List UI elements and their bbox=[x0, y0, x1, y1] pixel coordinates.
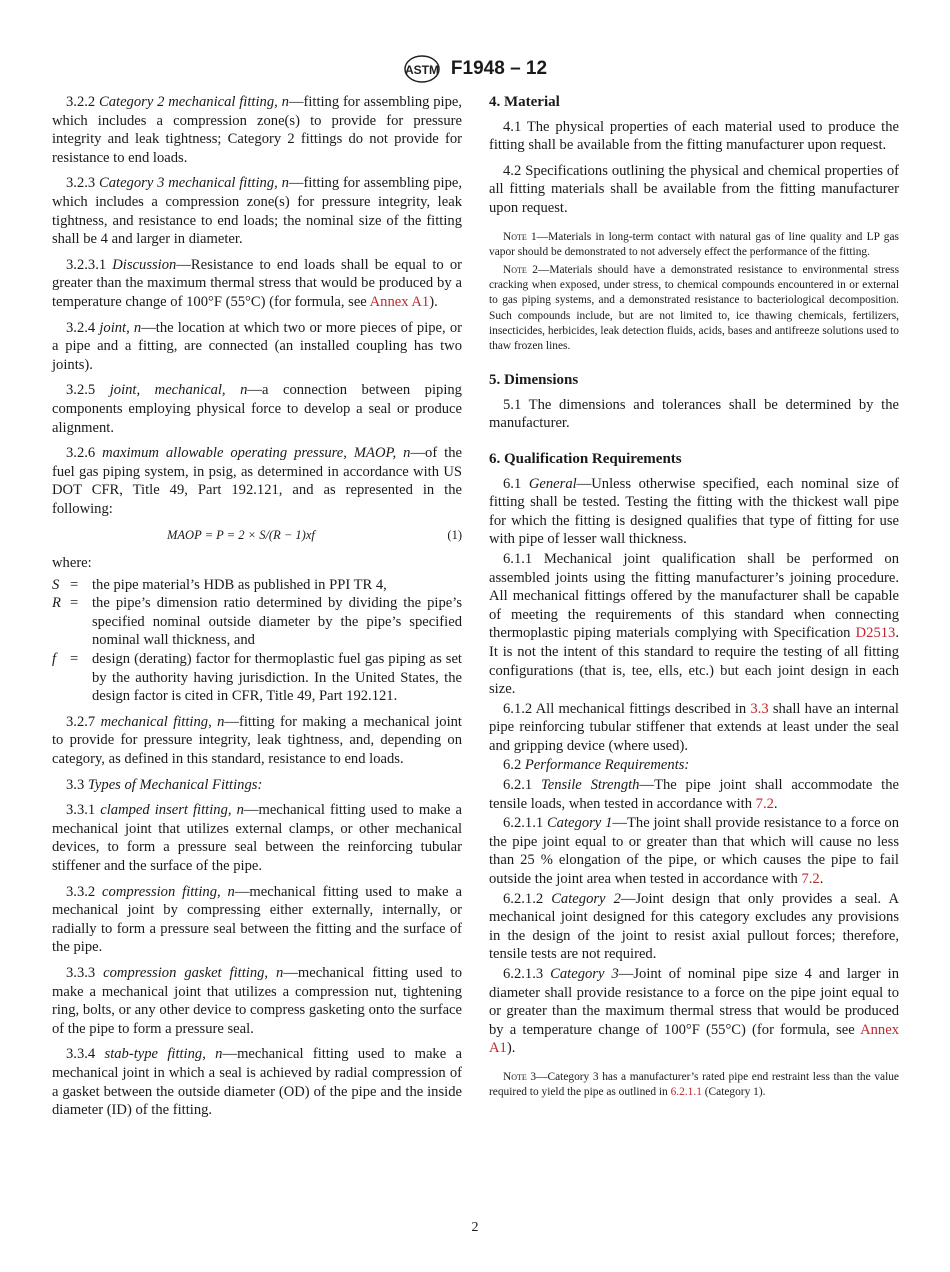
italic-term: mechanical fitting, n bbox=[100, 713, 225, 730]
text-run: 6.2.1.3 bbox=[503, 966, 551, 982]
text-run: 6.2.1.2 bbox=[503, 890, 552, 907]
paragraph bbox=[52, 713, 462, 769]
page-header bbox=[0, 54, 950, 84]
cross-reference-link[interactable]: Annex A1 bbox=[369, 293, 430, 310]
definition-symbol: S bbox=[52, 576, 60, 593]
paragraph bbox=[52, 381, 462, 437]
text-run: 3.3.1 bbox=[66, 802, 101, 819]
paragraph bbox=[489, 396, 899, 433]
italic-term: joint, n bbox=[99, 319, 142, 336]
paragraph bbox=[489, 162, 899, 218]
text-run: . bbox=[773, 795, 778, 812]
page-number: 2 bbox=[471, 1220, 479, 1235]
paragraph bbox=[52, 93, 462, 167]
paragraph bbox=[52, 776, 462, 795]
text-run: 6.1.1 Mechanical joint qualification shall be performed on assembled joints using the fitting manufacturer’s joining procedure. All mechanical fittings offered by the manufacturer shall be capable of meeting the requirements of this standard when connecting thermoplastic piping materials complying with Specification bbox=[489, 550, 899, 642]
text-run: 6.2 bbox=[503, 757, 525, 774]
text-run: —mechanical fitting used to make a mechanical joint by compressing either externally, internally, or radially to form a pressure seal between the fitting and the surface of the pipe. bbox=[52, 883, 462, 956]
definition-row bbox=[52, 650, 462, 706]
text-run: 3.2.7 bbox=[66, 713, 101, 730]
equation bbox=[52, 526, 462, 545]
text-run: —Joint design that only provides a seal. A mechanical joint designed for this category excludes any provisions in the design of the joint to resist axial pullout forces; therefore, tensile tests are not required. bbox=[489, 890, 899, 963]
section-heading-material: 4. Material bbox=[489, 94, 560, 110]
paragraph bbox=[52, 801, 462, 875]
italic-term: Category 3 bbox=[550, 966, 619, 982]
text-run: —fitting for assembling pipe, which includes a compression zone(s) for pressure integrity, leak tightness, and resistance to end loads; the nominal size of the fitting shall be 4 and larger in diameter. bbox=[52, 175, 462, 248]
italic-term: Performance Requirements: bbox=[524, 757, 690, 774]
definition-row bbox=[52, 576, 462, 595]
italic-term: Category 1 bbox=[546, 815, 613, 832]
text-run: —of the fuel gas piping system, in psig, as determined in accordance with US DOT CFR, Title 49, Part 192.121, and as represented in the following: bbox=[52, 445, 462, 517]
cross-reference-link[interactable]: Annex A1 bbox=[489, 1021, 899, 1057]
definition-equals: = bbox=[70, 651, 79, 668]
definition-text: design (derating) factor for thermoplastic fuel gas piping as set by the authority having jurisdiction. In the United States, the design factor is cited in CFR, Title 49, Part 192.121. bbox=[92, 651, 462, 705]
text-run: 3.3.2 bbox=[66, 883, 103, 900]
definition-text: the pipe’s dimension ratio determined by dividing the pipe’s specified nominal outside diameter by the pipe’s specified nominal wall thickness, and bbox=[92, 595, 462, 649]
text-run: 3.2.4 bbox=[66, 319, 100, 336]
text-run: 3.2.6 bbox=[66, 445, 103, 462]
italic-term: General bbox=[528, 475, 577, 492]
text-run: 4.2 Specifications outlining the physical and chemical properties of all fitting materials shall be available from the fitting manufacturer upon request. bbox=[489, 162, 899, 216]
text-run: . bbox=[819, 871, 824, 888]
paragraph bbox=[52, 964, 462, 1038]
paragraph bbox=[489, 776, 899, 813]
paragraph bbox=[52, 174, 462, 248]
italic-term: maximum allowable operating pressure, MAOP, n bbox=[102, 445, 411, 462]
text-run: —mechanical fitting used to make a mechanical joint in which a seal is achieved by radial compression of a gasket between the outside diameter (OD) of the pipe and the inside diameter (ID) of the fitting. bbox=[52, 1046, 462, 1119]
italic-term: joint, mechanical, n bbox=[109, 382, 248, 399]
text-run: —mechanical fitting used to make a mechanical joint that utilizes a compression nut, tightening ring, bolts, or any other device to compress gasketing onto the surface of the pipe to form a pressure seal. bbox=[52, 964, 462, 1037]
text-run: —Category 3 has a manufacturer’s rated pipe end restraint less than the value required to yield the pipe as outlined in bbox=[489, 1070, 899, 1099]
text-run: ). bbox=[506, 1040, 516, 1057]
cross-reference-link[interactable]: 3.3 bbox=[750, 700, 769, 717]
note-label: Note 1 bbox=[503, 230, 537, 243]
text-run: 6.1.2 All mechanical fittings described in bbox=[503, 700, 751, 717]
text-run: (Category 1). bbox=[701, 1086, 766, 1099]
cross-reference-link[interactable]: 7.2 bbox=[801, 871, 820, 888]
text-run: —Materials in long-term contact with natural gas of line quality and LP gas vapor should be demonstrated to not adversely effect the performance of the fitting. bbox=[489, 230, 899, 258]
note bbox=[489, 230, 899, 260]
text-run: 3.2.3 bbox=[66, 175, 99, 192]
equation-number: (1) bbox=[447, 528, 462, 543]
italic-term: compression gasket fitting, n bbox=[103, 964, 284, 981]
where-label: where: bbox=[52, 555, 92, 572]
definition-equals: = bbox=[70, 595, 79, 612]
italic-term: Category 3 mechanical fitting, n bbox=[98, 175, 289, 192]
text-run: 6.1 bbox=[503, 475, 529, 492]
text-run: —The pipe joint shall accommodate the tensile loads, when tested in accordance with bbox=[489, 777, 899, 812]
text-run: 3.3.3 bbox=[66, 964, 104, 981]
paragraph bbox=[489, 965, 899, 1058]
definition-symbol: f bbox=[52, 651, 57, 668]
italic-term: Category 2 mechanical fitting, n bbox=[98, 94, 289, 110]
standard-designation: F1948 – 12 bbox=[450, 58, 548, 79]
text-run: —mechanical fitting used to make a mechanical joint that utilizes external clamps, or other mechanical devices, to form a pressure seal between the reinforcing tubular stiffener and the surface of the pipe. bbox=[52, 802, 462, 874]
cross-reference-link[interactable]: 6.2.1.1 bbox=[670, 1086, 702, 1099]
note bbox=[489, 1070, 899, 1100]
section-heading-dimensions: 5. Dimensions bbox=[489, 372, 579, 389]
text-run: —The joint shall provide resistance to a force on the pipe joint equal to or greater than that which will cause no less than 25 % elongation of the pipe, or which causes the pipe to fail outside the joint area when tested in accordance with bbox=[489, 815, 900, 888]
text-run: 6.2.1.1 bbox=[503, 815, 547, 832]
italic-term: stab-type fitting, n bbox=[104, 1046, 223, 1063]
note-label: Note 3 bbox=[503, 1070, 537, 1083]
definition-symbol: R bbox=[52, 595, 61, 612]
italic-term: Category 2 bbox=[551, 890, 621, 907]
right-column bbox=[489, 93, 899, 1103]
italic-term: compression fitting, n bbox=[102, 883, 235, 900]
paragraph bbox=[52, 1045, 462, 1119]
paragraph bbox=[52, 444, 462, 518]
left-column bbox=[52, 93, 462, 1127]
italic-term: Discussion bbox=[112, 256, 177, 273]
paragraph bbox=[489, 700, 899, 756]
definition-text: the pipe material’s HDB as published in PPI TR 4, bbox=[92, 576, 387, 593]
paragraph bbox=[52, 883, 462, 957]
italic-term: clamped insert fitting, n bbox=[100, 802, 244, 819]
paragraph bbox=[489, 550, 899, 699]
section-heading-qualification: 6. Qualification Requirements bbox=[489, 450, 682, 467]
paragraph bbox=[52, 256, 462, 312]
text-run: —fitting for assembling pipe, which includes a compression zone(s) to provide for pressure integrity and leak tightness; Category 2 fittings do not provide for resistance to end loads. bbox=[52, 94, 462, 166]
paragraph bbox=[489, 475, 899, 549]
text-run: 3.2.2 bbox=[66, 94, 99, 110]
text-run: shall have an internal pipe reinforcing tubular stiffener that extends at least under the seal and gripping device (where used). bbox=[489, 700, 899, 754]
text-run: . It is not the intent of this standard to require the testing of all fitting configurations (that is, tee, ells, etc.) but each joint design in each size. bbox=[489, 625, 899, 698]
text-run: ). bbox=[429, 293, 438, 310]
italic-term: Tensile Strength bbox=[540, 777, 640, 794]
text-run: —fitting for making a mechanical joint to provide for pressure integrity, leak tightness, and, depending on category, as defined in this standard, resistance to end loads. bbox=[52, 713, 462, 767]
paragraph bbox=[489, 118, 899, 155]
paragraph bbox=[489, 814, 899, 888]
paragraph bbox=[489, 756, 899, 775]
italic-term: Types of Mechanical Fittings: bbox=[87, 776, 263, 793]
astm-logo-icon bbox=[403, 54, 441, 84]
text-run: 6.2.1 bbox=[503, 777, 541, 794]
equation-formula: MAOP = P = 2 × S/(R − 1)xf bbox=[167, 528, 315, 543]
text-run: —Materials should have a demonstrated resistance to environmental stress cracking when exposed, under stress, to chemical compounds encountered in or external to gas piping systems, and a demonstrated resistance to bacteriological decomposition. Such compounds include, but are not limited to, ice thawing chemicals, fertilizers, insecticides, herbicides, leak detection fluids, acids, bases and antifreeze solutions used to thaw frozen lines. bbox=[489, 263, 900, 352]
definition-equals: = bbox=[70, 576, 79, 593]
text-run: 4.1 The physical properties of each material used to produce the fitting shall be available from the fitting manufacturer upon request. bbox=[489, 118, 899, 154]
text-run: —Joint of nominal pipe size 4 and larger in diameter shall provide resistance to a force on the pipe joint equal to or greater than the maximum thermal stress that would be produced by a temperature change of 100°F (55°C) (for formula, see bbox=[489, 966, 899, 1038]
text-run: 3.2.5 bbox=[66, 382, 110, 399]
text-run: 3.3.4 bbox=[66, 1046, 105, 1063]
text-run: 3.3 bbox=[66, 776, 88, 793]
cross-reference-link[interactable]: D2513 bbox=[855, 625, 896, 642]
text-run: —Unless otherwise specified, each nominal size of fitting shall be tested. Testing the fitting with the thickest wall pipe for which the fitting is designed qualifies that type of fitting for use with pipe of lesser wall thickness. bbox=[489, 475, 899, 548]
text-run: —a connection between piping components employing physical force to develop a seal or produce alignment. bbox=[52, 382, 462, 436]
cross-reference-link[interactable]: 7.2 bbox=[755, 795, 774, 812]
text-run: —the location at which two or more pieces of pipe, or a pipe and a fitting, are connected (an installed coupling has two joints). bbox=[52, 319, 462, 373]
svg-text:ASTM: ASTM bbox=[404, 63, 439, 77]
paragraph bbox=[52, 319, 462, 375]
note bbox=[489, 263, 899, 354]
text-run: 5.1 The dimensions and tolerances shall be determined by the manufacturer. bbox=[489, 396, 899, 432]
definition-row bbox=[52, 594, 462, 650]
text-run: —Resistance to end loads shall be equal to or greater than the maximum thermal stress that would be produced by a temperature change of 100°F (55°C) (for formula, see bbox=[52, 256, 462, 310]
text-run: 3.2.3.1 bbox=[66, 256, 113, 273]
paragraph bbox=[489, 890, 899, 964]
note-label: Note 2 bbox=[503, 263, 538, 276]
